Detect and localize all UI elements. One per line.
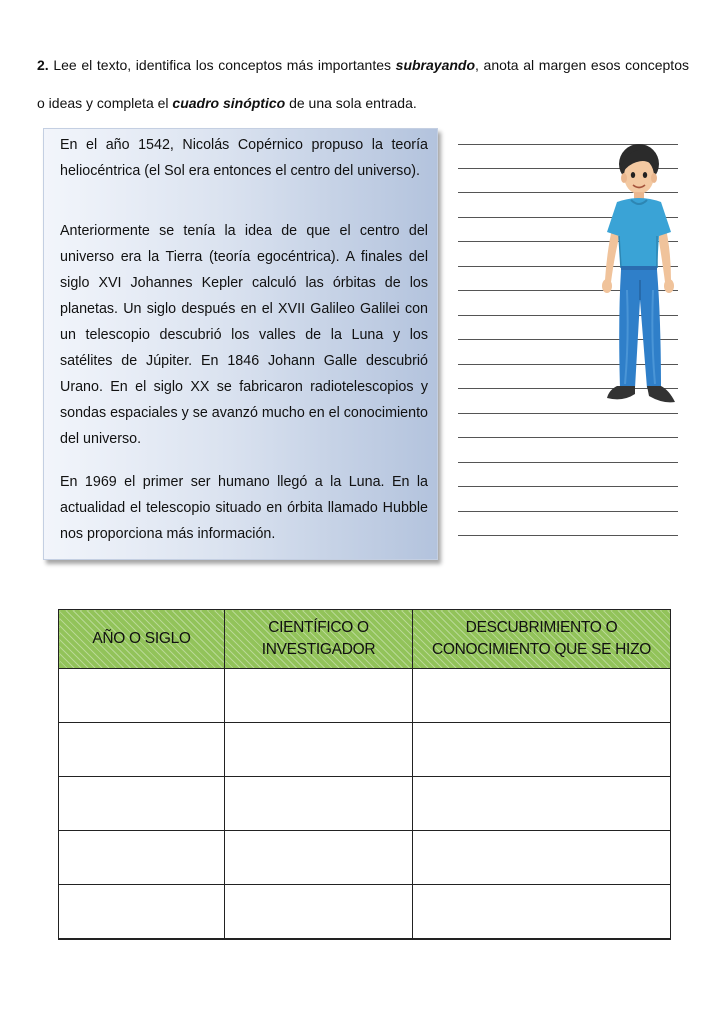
instruction-text <box>37 46 689 122</box>
table-cell[interactable] <box>413 831 671 885</box>
table-cell[interactable] <box>59 723 225 777</box>
header-year-century: AÑO O SIGLO <box>59 610 225 669</box>
table-cell[interactable] <box>225 723 413 777</box>
table-cell[interactable] <box>225 831 413 885</box>
paragraph-1: En el año 1542, Nicolás Copérnico propuso la teoría heliocéntrica (el Sol era entonces el centro del universo). <box>60 137 428 179</box>
instruction-part3: de una sola entrada. <box>285 95 417 111</box>
note-line[interactable] <box>458 486 678 487</box>
note-line[interactable] <box>458 437 678 438</box>
keyword-synoptic-table: cuadro sinóptico <box>172 95 286 111</box>
note-line[interactable] <box>458 535 678 536</box>
header-discovery: DESCUBRIMIENTO O CONOCIMIENTO QUE SE HIZO <box>413 610 671 669</box>
table-cell[interactable] <box>225 669 413 723</box>
table-cell[interactable] <box>225 885 413 940</box>
table-cell[interactable] <box>413 885 671 940</box>
note-line[interactable] <box>458 413 678 414</box>
table-row <box>59 723 671 777</box>
table-cell[interactable] <box>59 831 225 885</box>
table-cell[interactable] <box>413 777 671 831</box>
table-cell[interactable] <box>413 723 671 777</box>
table-row <box>59 831 671 885</box>
table-cell[interactable] <box>59 885 225 940</box>
table-row <box>59 669 671 723</box>
note-line[interactable] <box>458 462 678 463</box>
keyword-underline: subrayando <box>395 57 476 73</box>
table-cell[interactable] <box>59 669 225 723</box>
instruction-part1: Lee el texto, identifica los conceptos más importantes <box>48 57 396 73</box>
header-scientist: CIENTÍFICO O INVESTIGADOR <box>225 610 413 669</box>
instruction-part2: , anota al margen esos conceptos o ideas y completa el <box>37 57 689 111</box>
paragraph-2: Anteriormente se tenía la idea de que el centro del universo era la Tierra (teoría egocéntrica). A finales del siglo XVI Johannes Kepler calculó las órbitas de los planetas. Un siglo después en el XVII Galileo Galilei con un telescopio descubrió los valles de la Luna y los satélites de Júpiter. En 1846 Johann Galle descubrió Urano. En el siglo XX se fabricaron radiotelescopios y sondas espaciales y se avanzó mucho en el conocimiento del universo. <box>60 223 428 447</box>
exercise-number: 2. <box>37 57 49 73</box>
note-line[interactable] <box>458 511 678 512</box>
table-header-row <box>59 610 671 669</box>
cartoon-boy-illustration <box>593 140 683 412</box>
synoptic-table <box>58 609 671 940</box>
table-row <box>59 885 671 940</box>
table-cell[interactable] <box>59 777 225 831</box>
table-cell[interactable] <box>413 669 671 723</box>
table-row <box>59 777 671 831</box>
table-cell[interactable] <box>225 777 413 831</box>
paragraph-3: En 1969 el primer ser humano llegó a la Luna. En la actualidad el telescopio situado en órbita llamado Hubble nos proporciona más información. <box>60 474 428 542</box>
